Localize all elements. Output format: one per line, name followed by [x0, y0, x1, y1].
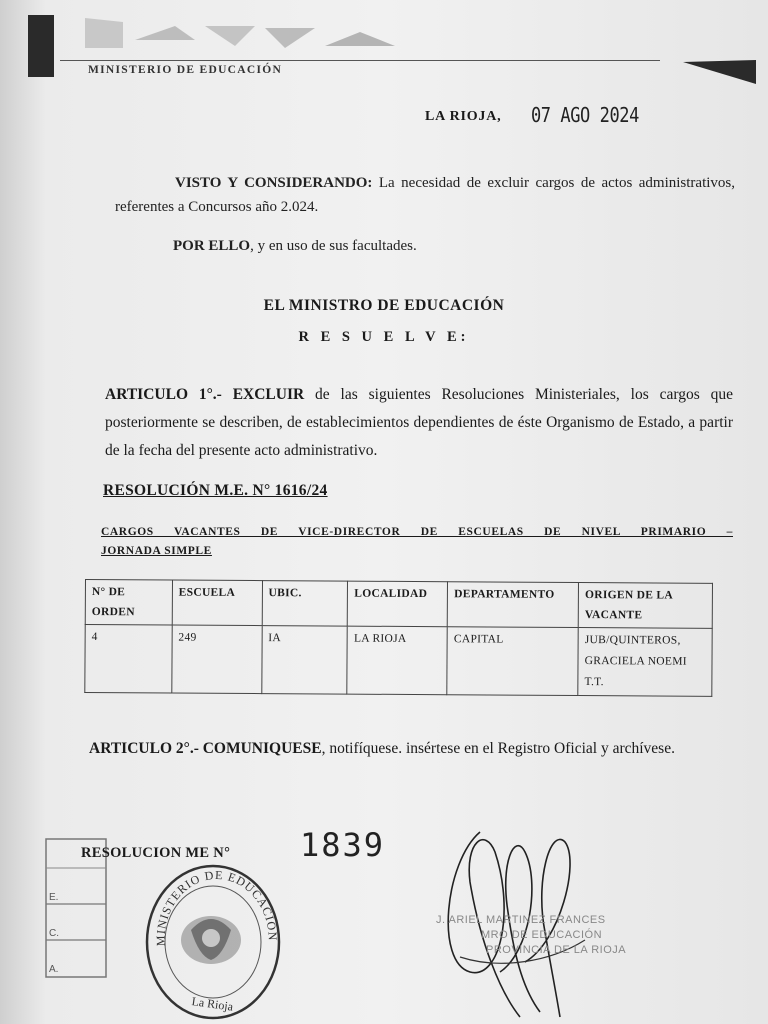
header-escuela: ESCUELA: [172, 580, 262, 626]
signer-stamp: [436, 913, 626, 958]
stamp-ring-text: MINISTERIO DE EDUCACIÓN: [153, 867, 280, 947]
resolucion-reference: RESOLUCIÓN M.E. N° 1616/24: [103, 482, 328, 499]
articulo-1-text: de las siguientes Resoluciones Ministeriales, los cargos que posteriormente se describen, de establecimientos dependientes de éste Organismo de Estado, a partir de la fecha del presente acto administrativo.: [105, 386, 733, 459]
resolucion-me-number: 1839: [300, 826, 386, 864]
articulo-2-text: , notifíquese. insértese en el Registro Oficial y archívese.: [321, 740, 675, 757]
header-localidad: LOCALIDAD: [348, 581, 448, 627]
table-header-row: [85, 580, 712, 629]
articulo-2-keyword: COMUNIQUESE: [202, 740, 322, 757]
articulo-2-label: ARTICULO 2°.-: [89, 740, 199, 757]
cell-origen: JUB/QUINTEROS, GRACIELA NOEMI T.T.: [578, 628, 712, 697]
letterhead-line: [60, 60, 660, 61]
cargos-title-line1: CARGOS VACANTES DE VICE-DIRECTOR DE ESCUELAS DE NIVEL PRIMARIO –: [101, 526, 733, 538]
visto-text: La necesidad de excluir cargos de actos administrativos, referentes a Concursos año 2.024.: [115, 175, 736, 215]
stamp-bottom-text: La Rioja: [190, 994, 234, 1014]
cell-ubic: IA: [261, 626, 347, 695]
ministry-name: MINISTERIO DE EDUCACIÓN: [88, 64, 283, 76]
box-label-a: A.: [49, 964, 59, 975]
ministro-heading: EL MINISTRO DE EDUCACIÓN: [263, 297, 505, 314]
box-label-c: C.: [49, 928, 59, 939]
articulo-1-label: ARTICULO 1°.-: [105, 386, 222, 403]
letterhead-wedge: [683, 60, 756, 84]
visto-label: VISTO Y CONSIDERANDO:: [175, 175, 373, 191]
por-ello-label: POR ELLO: [173, 238, 251, 254]
cargos-title-line2: JORNADA SIMPLE: [101, 545, 212, 557]
cargos-title: [101, 523, 733, 561]
header-departamento: DEPARTAMENTO: [447, 582, 578, 628]
cell-orden: 4: [85, 625, 172, 694]
corner-block-mark: [28, 15, 54, 77]
cell-escuela: 249: [172, 625, 262, 694]
articulo-1-keyword: EXCLUIR: [232, 386, 305, 403]
cell-localidad: LA RIOJA: [347, 626, 447, 695]
header-origen: ORIGEN DE LA VACANTE: [578, 583, 712, 629]
visto-paragraph: [115, 171, 735, 219]
articulo-1: [105, 381, 733, 465]
header-orden: N° DE ORDEN: [85, 580, 172, 626]
cell-departamento: CAPITAL: [447, 627, 578, 696]
por-ello-text: , y en uso de sus facultades.: [250, 238, 417, 254]
signer-province: PROVINCIA DE LA RIOJA: [486, 944, 627, 956]
header-ubic: UBIC.: [262, 581, 348, 627]
vacancy-table: [84, 579, 713, 697]
articulo-2: [89, 734, 735, 764]
resolucion-me-label: RESOLUCION ME N°: [81, 845, 231, 861]
place-name: LA RIOJA,: [425, 109, 502, 124]
por-ello-paragraph: [173, 234, 417, 258]
table-row: [85, 625, 712, 697]
signer-name: J. ARIEL MARTINEZ FRANCES: [436, 914, 606, 926]
letterhead-logo: [85, 18, 405, 52]
box-label-e: E.: [49, 892, 59, 903]
date-stamp: 07 AGO 2024: [531, 103, 639, 127]
official-seal-stamp: [143, 860, 283, 1020]
signer-title: MRO DE EDUCACIÓN: [481, 929, 603, 941]
resuelve-heading: R E S U E L V E:: [298, 329, 470, 345]
